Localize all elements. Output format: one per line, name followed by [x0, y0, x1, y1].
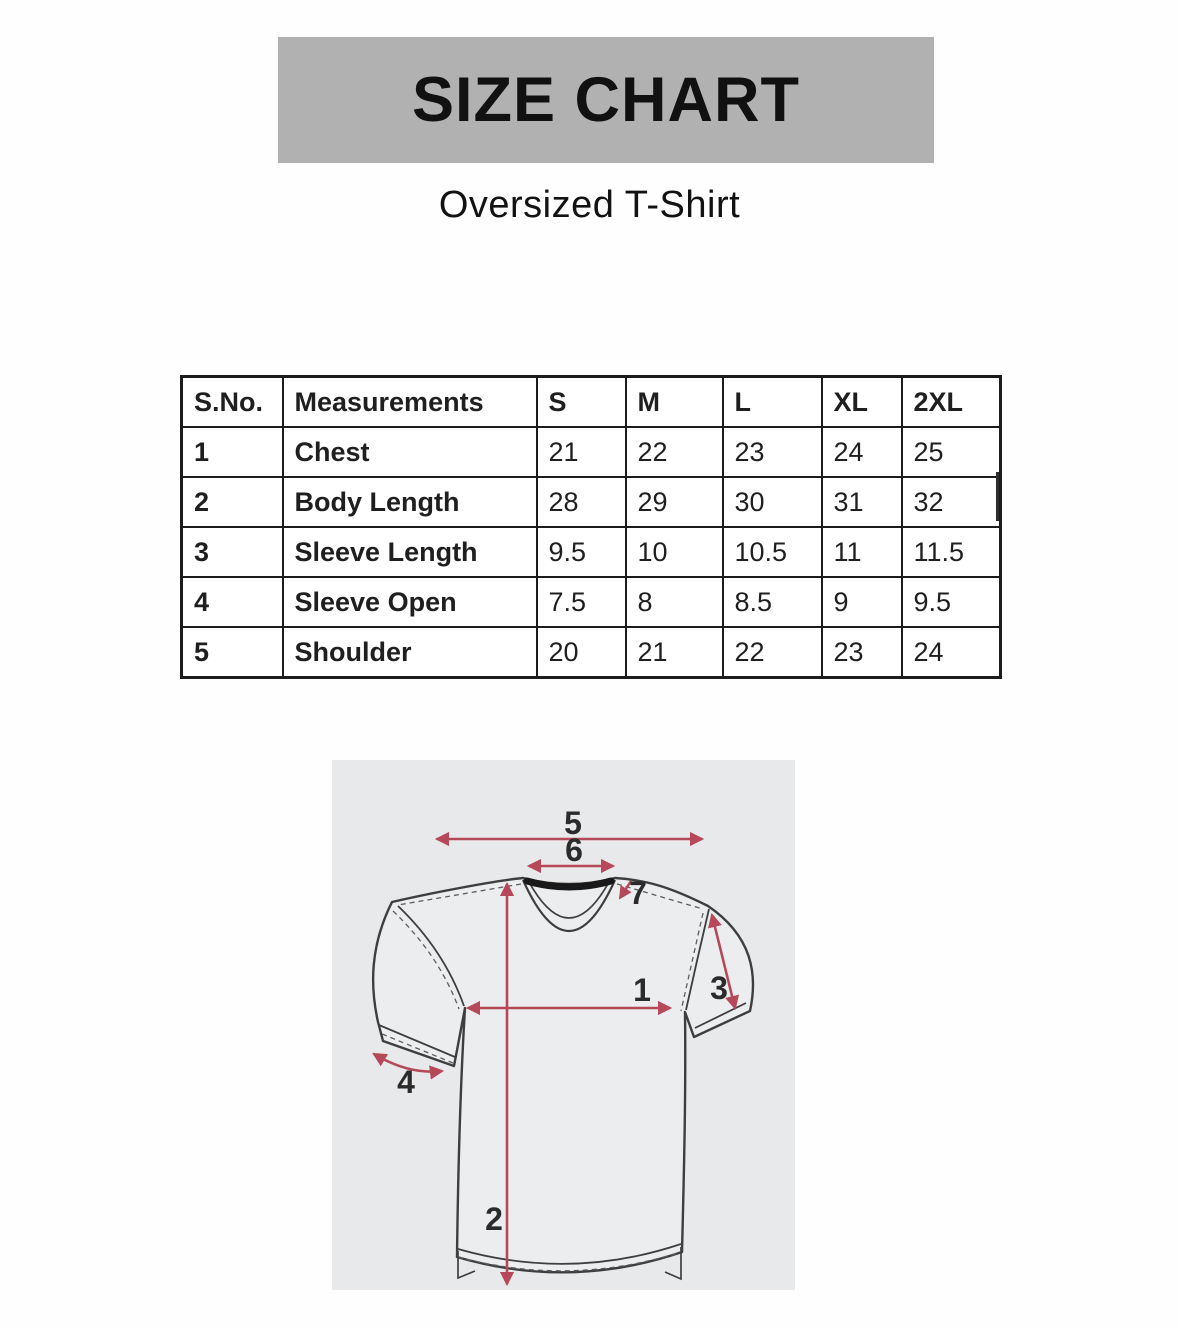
marker-label-sleeve-open: 4 — [397, 1064, 415, 1100]
marker-label-sleeve-length: 3 — [710, 970, 728, 1006]
column-header-sno: S.No. — [182, 377, 283, 428]
column-header-size-2xl: 2XL — [902, 377, 1001, 428]
size-value-cell: 22 — [626, 427, 723, 477]
table-row — [182, 577, 1001, 627]
column-header-size-s: S — [537, 377, 626, 428]
size-value-cell: 23 — [822, 627, 902, 678]
marker-label-shoulder: 5 — [564, 805, 582, 841]
size-value-cell: 11.5 — [902, 527, 1001, 577]
row-number-cell: 3 — [182, 527, 283, 577]
measurement-label-cell: Shoulder — [283, 627, 537, 678]
tshirt-outline — [373, 878, 753, 1272]
size-value-cell: 21 — [626, 627, 723, 678]
table-row — [182, 477, 1001, 527]
marker-label-neck-rib: 7 — [629, 875, 647, 911]
table-header-row — [182, 377, 1001, 428]
column-header-size-l: L — [723, 377, 822, 428]
tshirt-measurement-diagram — [332, 760, 795, 1290]
marker-label-body-length: 2 — [485, 1201, 503, 1237]
measurement-label-cell: Body Length — [283, 477, 537, 527]
size-value-cell: 7.5 — [537, 577, 626, 627]
product-subtitle: Oversized T-Shirt — [438, 184, 741, 226]
measurement-label-cell: Chest — [283, 427, 537, 477]
table-row — [182, 627, 1001, 678]
size-value-cell: 10.5 — [723, 527, 822, 577]
measurement-label-cell: Sleeve Length — [283, 527, 537, 577]
size-value-cell: 21 — [537, 427, 626, 477]
size-value-cell: 23 — [723, 427, 822, 477]
size-value-cell: 9 — [822, 577, 902, 627]
size-value-cell: 30 — [723, 477, 822, 527]
size-value-cell: 9.5 — [902, 577, 1001, 627]
table-row — [182, 527, 1001, 577]
size-value-cell: 24 — [822, 427, 902, 477]
scan-artifact-line — [996, 472, 999, 521]
row-number-cell: 2 — [182, 477, 283, 527]
row-number-cell: 4 — [182, 577, 283, 627]
size-value-cell: 28 — [537, 477, 626, 527]
size-value-cell: 24 — [902, 627, 1001, 678]
size-value-cell: 31 — [822, 477, 902, 527]
size-value-cell: 29 — [626, 477, 723, 527]
size-value-cell: 20 — [537, 627, 626, 678]
size-value-cell: 8 — [626, 577, 723, 627]
size-value-cell: 22 — [723, 627, 822, 678]
marker-label-chest: 1 — [633, 972, 651, 1008]
row-number-cell: 5 — [182, 627, 283, 678]
column-header-size-xl: XL — [822, 377, 902, 428]
table-row — [182, 427, 1001, 477]
size-value-cell: 10 — [626, 527, 723, 577]
marker-label-neck-width: 6 — [565, 832, 583, 868]
size-table — [180, 375, 1002, 679]
size-value-cell: 8.5 — [723, 577, 822, 627]
row-number-cell: 1 — [182, 427, 283, 477]
size-value-cell: 11 — [822, 527, 902, 577]
column-header-size-m: M — [626, 377, 723, 428]
measurement-label-cell: Sleeve Open — [283, 577, 537, 627]
column-header-measurements: Measurements — [283, 377, 537, 428]
size-value-cell: 32 — [902, 477, 1001, 527]
page-title: SIZE CHART — [412, 65, 800, 135]
collar-neck-band — [527, 881, 611, 887]
size-value-cell: 9.5 — [537, 527, 626, 577]
title-banner — [278, 37, 934, 163]
size-value-cell: 25 — [902, 427, 1001, 477]
tshirt-diagram-svg — [332, 760, 795, 1290]
